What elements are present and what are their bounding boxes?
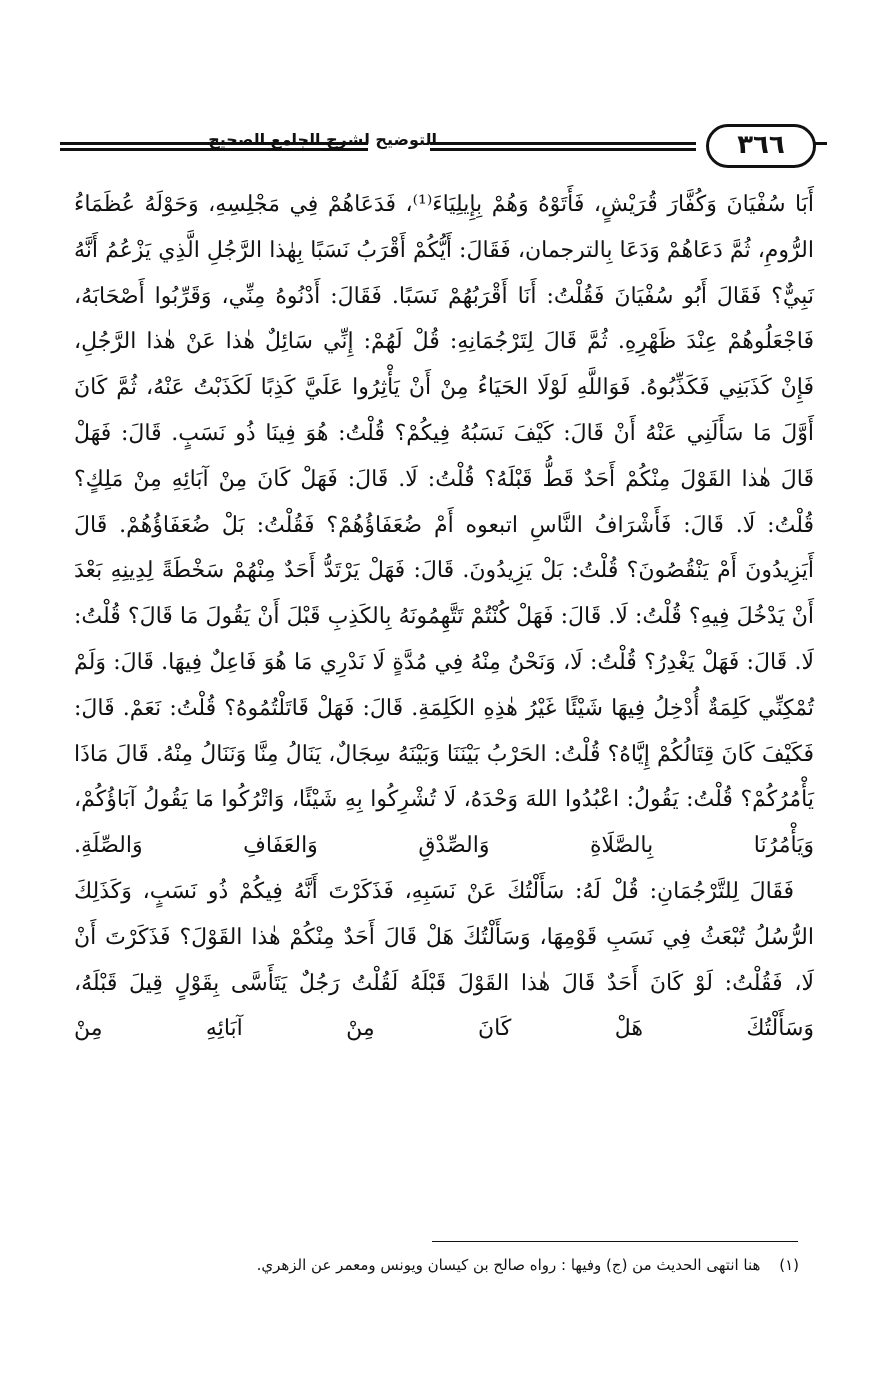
footnote-separator <box>432 1241 798 1242</box>
footnote-marker: (١) <box>779 1256 799 1274</box>
footnote <box>59 1256 799 1274</box>
header-rule-right <box>430 142 696 151</box>
footnote-text: هنا انتهى الحديث من (ج) وفيها : رواه صالح بن كيسان ويونس ومعمر عن الزهري. <box>256 1256 761 1274</box>
running-title: التوضيح لشرح الجامع الصحيح <box>208 130 437 149</box>
paragraph-2: فَقَالَ لِلتَّرْجُمَانِ: قُلْ لَهُ: سَأَلْتُكَ عَنْ نَسَبِهِ، فَذَكَرْتَ أَنَّهُ فِيكُمْ ذُو نَسَبٍ، وَكَذَلِكَ الرُّسُلُ تُبْعَثُ فِي نَسَبِ قَوْمِهَا، وَسَأَلْتُكَ هَلْ قَالَ أَحَدٌ مِنْكُمْ هٰذا القَوْلَ؟ فَذَكَرْتَ أَنْ لَا، فَقُلْتُ: لَوْ كَانَ أَحَدٌ قَالَ هٰذا القَوْلَ قَبْلَهُ لَقُلْتُ رَجُلٌ يَتَأَسَّى بِقَوْلٍ قِيلَ قَبْلَهُ، وَسَأَلْتُكَ هَلْ كَانَ مِنْ آبَائِهِ مِنْ <box>74 878 814 1042</box>
page-header <box>60 122 820 174</box>
page-number: ٣٦٦ <box>706 124 816 168</box>
main-text <box>74 182 814 1052</box>
paragraph-1: أَبَا سُفْيَانَ وَكُفَّارَ قُرَيْشٍ، فَأَتَوْهُ وَهُمْ بِإِيلِيَاءَ⁽¹⁾، فَدَعَاهُمْ فِي مَجْلِسِهِ، وَحَوْلَهُ عُظَمَاءُ الرُّومِ، ثُمَّ دَعَاهُمْ وَدَعَا بِالترجمان، فَقَالَ: أَيُّكُمْ أَقْرَبُ نَسَبًا بِهٰذا الرَّجُلِ الَّذِي يَزْعُمُ أَنَّهُ نَبِيٌّ؟ فَقَالَ أَبُو سُفْيَانَ فَقُلْتُ: أَنَا أَقْرَبُهُمْ نَسَبًا. فَقَالَ: أَدْنُوهُ مِنِّي، وَقَرِّبُوا أَصْحَابَهُ، فَاجْعَلُوهُمْ عِنْدَ ظَهْرِهِ. ثُمَّ قَالَ لِتَرْجُمَانِهِ: قُلْ لَهُمْ: إِنِّي سَائِلٌ هٰذا عَنْ هٰذا الرَّجُلِ، فَإِنْ كَذَبَنِي فَكَذِّبُوهُ. فَوَاللَّهِ لَوْلَا الحَيَاءُ مِنْ أَنْ يَأْثِرُوا عَلَيَّ كَذِبًا لَكَذَبْتُ عَنْهُ، ثُمَّ كَانَ أَوَّلَ مَا سَأَلَنِي عَنْهُ أَنْ قَالَ: كَيْفَ نَسَبُهُ فِيكُمْ؟ قُلْتُ: هُوَ فِينَا ذُو نَسَبٍ. قَالَ: فَهَلْ قَالَ هٰذا القَوْلَ مِنْكُمْ أَحَدٌ قَطُّ قَبْلَهُ؟ قُلْتُ: لَا. قَالَ: فَهَلْ كَانَ مِنْ آبَائِهِ مِنْ مَلِكٍ؟ قُلْتُ: لَا. قَالَ: فَأَشْرَافُ النَّاسِ اتبعوه أَمْ ضُعَفَاؤُهُمْ؟ فَقُلْتُ: بَلْ ضُعَفَاؤُهُمْ. قَالَ أَيَزِيدُونَ أَمْ يَنْقُصُونَ؟ قُلْتُ: بَلْ يَزِيدُونَ. قَالَ: فَهَلْ يَرْتَدُّ أَحَدٌ مِنْهُمْ سَخْطَةً لِدِينِهِ بَعْدَ أَنْ يَدْخُلَ فِيهِ؟ قُلْتُ: لَا. قَالَ: فَهَلْ كُنْتُمْ تَتَّهِمُونَهُ بِالكَذِبِ قَبْلَ أَنْ يَقُولَ مَا قَالَ؟ قُلْتُ: لَا. قَالَ: فَهَلْ يَغْدِرُ؟ قُلْتُ: لَا، وَنَحْنُ مِنْهُ فِي مُدَّةٍ لَا نَدْرِي مَا هُوَ فَاعِلٌ فِيهَا. قَالَ: وَلَمْ تُمْكِنِّي كَلِمَةٌ أُدْخِلُ فِيهَا شَيْئًا غَيْرُ هٰذِهِ الكَلِمَةِ. قَالَ: فَهَلْ قَاتَلْتُمُوهُ؟ قُلْتُ: نَعَمْ. قَالَ: فَكَيْفَ كَانَ قِتَالُكُمْ إِيَّاهُ؟ قُلْتُ: الحَرْبُ بَيْنَنَا وَبَيْنَهُ سِجَالٌ، يَنَالُ مِنَّا وَنَنَالُ مِنْهُ. قَالَ مَاذَا يَأْمُرُكُمْ؟ قُلْتُ: يَقُولُ: اعْبُدُوا اللهَ وَحْدَهُ، لَا تُشْرِكُوا بِهِ شَيْئًا، وَاتْرُكُوا مَا يَقُولُ آبَاؤُكُمْ، وَيَأْمُرُنَا بِالصَّلَاةِ وَالصِّدْقِ وَالعَفَافِ وَالصِّلَةِ. <box>74 192 814 859</box>
